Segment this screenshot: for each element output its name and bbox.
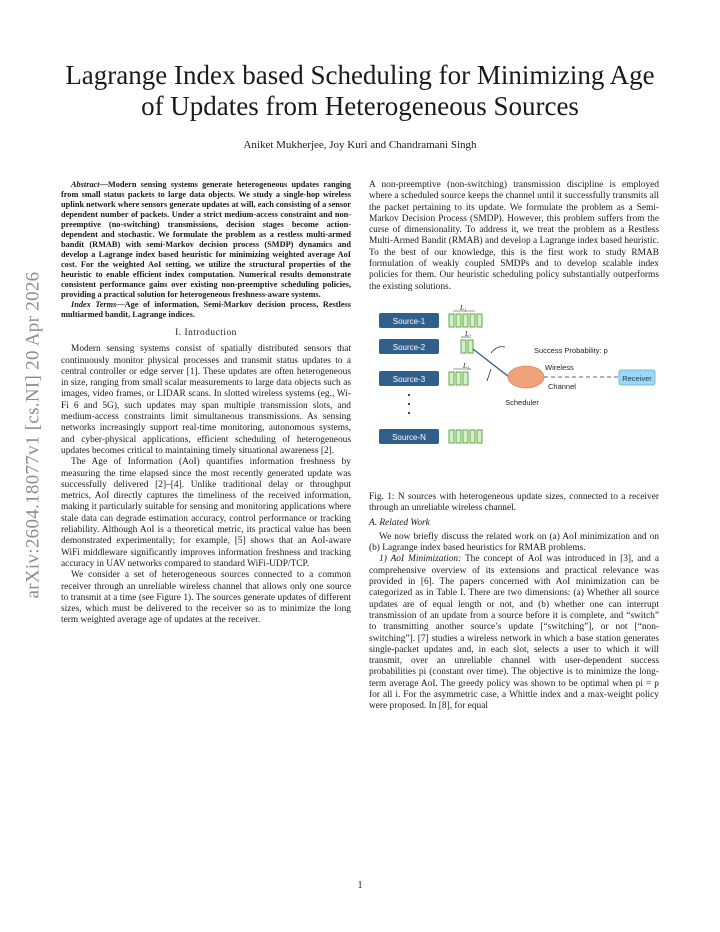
section-heading-introduction: I. Introduction <box>175 328 237 338</box>
buffer-label-2: L₂ <box>465 329 472 338</box>
packet-slot <box>470 430 475 443</box>
packet-slot <box>449 314 454 327</box>
packet-slot <box>456 314 461 327</box>
scheduler-label: Scheduler <box>505 397 539 407</box>
scheduler-link <box>473 349 509 377</box>
ellipsis-dot <box>408 403 410 405</box>
packet-slot <box>456 372 461 385</box>
index-terms <box>61 300 351 320</box>
buffer-label-1: L₁ <box>460 303 467 312</box>
scheduler-node <box>508 366 544 388</box>
arxiv-identifier-text: arXiv:2604.18077v1 [cs.NI] 20 Apr 2026 <box>22 271 43 599</box>
figure-caption: Fig. 1: N sources with heterogeneous update sizes, connected to a receiver through an unreliable wireless channel. <box>369 491 659 514</box>
page-number: 1 <box>357 880 363 891</box>
index-terms-text: —Age of information, Semi-Markov decision process, Restless multiarmed bandit, Lagrange indices. <box>61 300 351 319</box>
index-terms-label: Index Terms <box>71 300 117 309</box>
left-column <box>61 180 351 627</box>
packet-slot <box>461 340 466 353</box>
abstract-label: Abstract <box>71 180 100 189</box>
intro-continuation: A non-preemptive (non-switching) transmission discipline is employed where a scheduled source keeps the channel until it successfully transmits all the packet pertaining to its update. We formulate the problem as a Semi-Markov Decision Process (SMDP). However, this problem suffers from the curse of dimensionality. To address it, we treat the problem as a Restless Multi-Armed Bandit (RMAB) and develop a Lagrange index based heuristic. To the best of our knowledge, this is the first work to study RMAB formulation of weakly coupled SMDPs and to develop scalable index policies for them. Our heuristic scheduling policy substantially outperforms the existing solutions. <box>369 180 659 292</box>
abstract-text: —Modern sensing systems generate heterogeneous updates ranging from small status packets to large data objects. We study a single-hop wireless uplink network where sensors generate updates at will, each consisting of a sensor dependent number of packets. Under a strict medium-access constraint and non-preemptive (no-switching) transmissions, decision stages become action-dependent and stochastic. We formulate the problem as a restless multi-armed bandit (RMAB) with semi-Markov decision process (SMDP) dynamics and develop a Lagrange index based heuristic for minimizing weighted average AoI cost. For the weighted AoI setting, we utilize the structural properties of the heuristic to enable efficient index computation. Numerical results demonstrate consistent performance gains over existing non-preemptive scheduling policies, providing a practical solution for heterogeneous freshness-aware systems. <box>61 180 351 299</box>
packet-slot <box>463 430 468 443</box>
buffer-label-3: L₃ <box>463 361 470 370</box>
aoi-minimization-heading: 1) AoI Minimization: <box>379 554 462 565</box>
intro-paragraph-1: Modern sensing systems consist of spatially distributed sensors that continuously monitor physical processes and transmit status updates to a central controller or edge server [1]. These updates are often heterogeneous in size, ranging from small scalar measurements to large data objects such as images, video frames, or LIDAR scans. In slotted wireless systems (eg., Wi-Fi 6 and 5G), such updates may span multiple transmission slots, and medium-access constraints limit simultaneous transmissions. As sensing networks increasingly support real-time monitoring, autonomous systems, and cyber-physical applications, efficient scheduling of heterogeneous updates becomes critical to maintaining timely situational awareness [2]. <box>61 344 351 456</box>
wireless-label: Wireless <box>545 362 574 372</box>
source-3-label: Source-3 <box>392 374 426 384</box>
right-column <box>369 180 659 713</box>
packet-slot <box>456 430 461 443</box>
abstract <box>61 180 351 300</box>
packet-slot <box>477 430 482 443</box>
receiver-label: Receiver <box>622 373 652 383</box>
source-1-label: Source-1 <box>392 316 426 326</box>
intro-paragraph-2: The Age of Information (AoI) quantifies information freshness by measuring the time elapsed since the most recently generated update was successfully delivered [2]–[4]. Unlike traditional delay or throughput metrics, AoI directly captures the timeliness of the received information, making it particularly suitable for sensing and monitoring applications where stale data can degrade estimation accuracy, control performance or tracking reliability. Although AoI is a theoretical metric, its practical value has been demonstrated experimentally; for example, [5] shows that an AoI-aware WiFi middleware significantly improves information freshness and tracking accuracy in UAV networks compared to standard WiFi-UDP/TCP. <box>61 457 351 569</box>
paper-authors: Aniket Mukherjee, Joy Kuri and Chandramani Singh <box>243 139 477 151</box>
switch-tick <box>487 369 491 381</box>
intro-paragraph-3: We consider a set of heterogeneous sources connected to a common receiver through an unreliable wireless channel that allows only one source to transmit at a time (see Figure 1). The sources generate updates of different sizes, which must be delivered to the receiver so as to minimize the long term weighted average age of updates at the receiver. <box>61 570 351 626</box>
packet-slot <box>468 340 473 353</box>
subsection-heading-related-work: A. Related Work <box>369 517 430 528</box>
switch-arc <box>491 347 505 353</box>
source-n-label: Source-N <box>392 432 426 442</box>
packet-slot <box>477 314 482 327</box>
ellipsis-dot <box>408 394 410 396</box>
packet-slot <box>449 430 454 443</box>
aoi-minimization-paragraph <box>369 554 659 712</box>
system-diagram <box>369 303 659 488</box>
packet-slot <box>470 314 475 327</box>
success-probability-label: Success Probability: p <box>534 345 608 355</box>
packet-slot <box>463 372 468 385</box>
channel-label: Channel <box>548 381 576 391</box>
packet-slot <box>449 372 454 385</box>
related-work-paragraph: We now briefly discuss the related work on (a) AoI minimization and on (b) Lagrange index based heuristics for RMAB problems. <box>369 531 659 554</box>
figure-1 <box>369 303 659 488</box>
source-2-label: Source-2 <box>392 342 426 352</box>
ellipsis-dot <box>408 412 410 414</box>
arxiv-identifier <box>20 200 46 670</box>
paper-title: Lagrange Index based Scheduling for Minimizing Age of Updates from Heterogeneous Sources <box>65 60 655 121</box>
packet-slot <box>463 314 468 327</box>
aoi-minimization-text: The concept of AoI was introduced in [3], and a comprehensive overview of its extensions and practical relevance was provided in [6]. The papers concerned with AoI minimization can be categorized as in Table I. There are two dimensions: (a) Whether all source updates are of equal length or not, and (b) whether one can interrupt transmission of an update from a source before it is complete, and “switch” to transmitting another source’s update [“switching”], or not [“non-switching”]. [7] studies a wireless network in which a base station generates single-packet updates and, in each slot, selects a user to which it will transmit, over an unreliable channel with user-dependent success probabilities pi (constant over time). The objective is to minimize the long-term average AoI. The greedy policy was shown to be optimal when pi = p for all i. For the asymmetric case, a Whittle index and a max-weight policy were proposed. In [8], for equal <box>369 554 659 712</box>
